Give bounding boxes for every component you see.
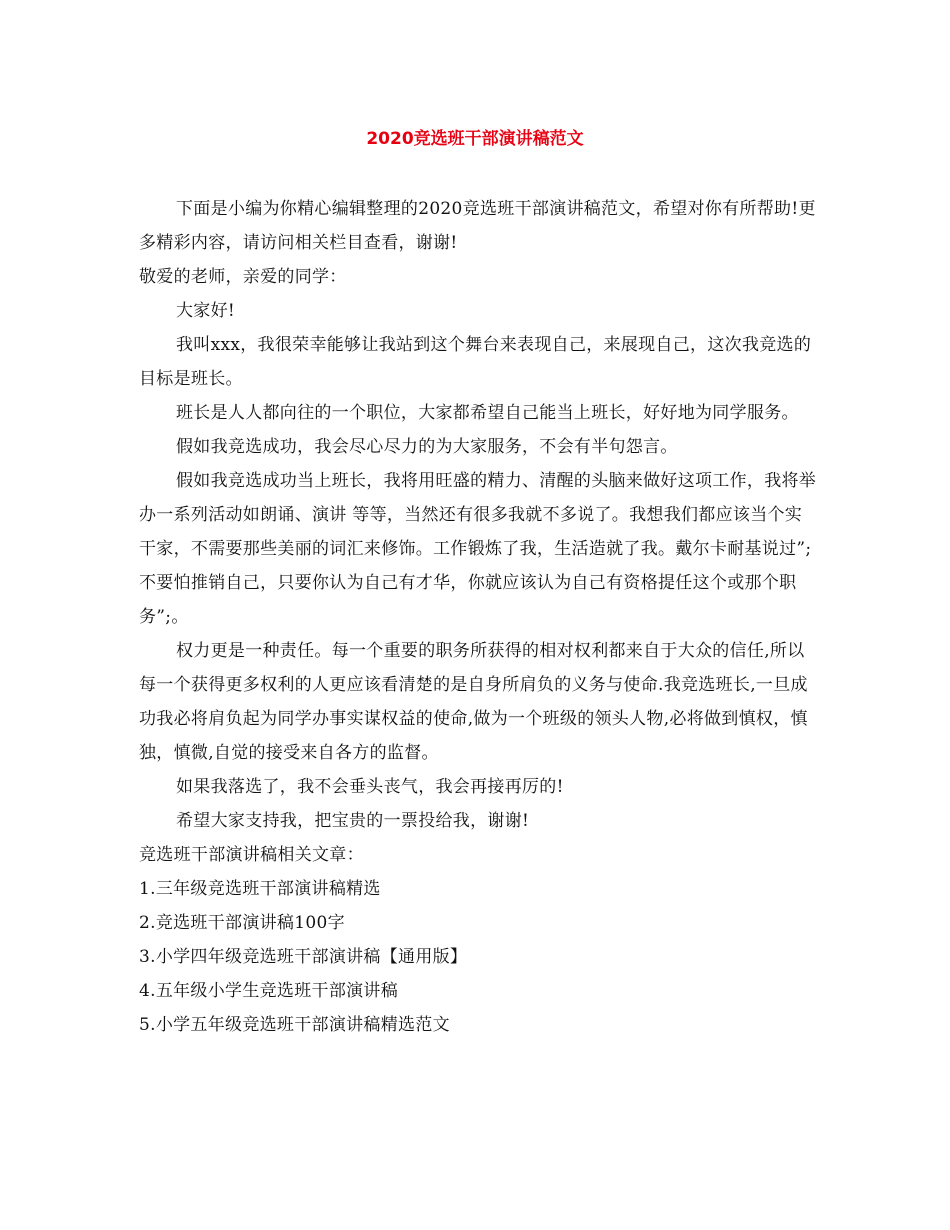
paragraph-greeting: 大家好! xyxy=(176,301,236,321)
paragraph-monitor: 班长是人人都向往的一个职位，大家都希望自己能当上班长，好好地为同学服务。 xyxy=(176,403,799,423)
document-title: 2020竞选班干部演讲稿范文 xyxy=(366,129,584,149)
paragraph-plan: 假如我竞选成功当上班长，我将用旺盛的精力、清醒的头脑来做好这项工作，我将举办一系列活动如朗诵、演讲 等等，当然还有很多我就不多说了。我想我们都应该当个实干家，不需要那些美丽的词汇来修饰。工作锻炼了我，生活造就了我。戴尔卡耐基说过”;不要怕推销自己，只要你认为自己有才华，你就应该认为自己有资格提任这个或那个职务”;。 xyxy=(139,471,817,627)
related-article-link[interactable]: 4.五年级小学生竞选班干部演讲稿 xyxy=(139,981,399,1001)
related-article-link[interactable]: 5.小学五年级竞选班干部演讲稿精选范文 xyxy=(139,1015,450,1035)
related-heading: 竞选班干部演讲稿相关文章： xyxy=(139,845,364,865)
related-article-link[interactable]: 3.小学四年级竞选班干部演讲稿【通用版】 xyxy=(139,947,468,967)
paragraph-introduction: 我叫xxx，我很荣幸能够让我站到这个舞台来表现自己，来展现自己，这次我竞选的目标是班长。 xyxy=(139,335,812,389)
paragraph-if-lose: 如果我落选了，我不会垂头丧气，我会再接再厉的! xyxy=(176,777,564,797)
paragraph-closing: 希望大家支持我，把宝贵的一票投给我，谢谢! xyxy=(176,811,530,831)
related-article-list xyxy=(139,872,817,1042)
intro-paragraph: 下面是小编为你精心编辑整理的2020竞选班干部演讲稿范文，希望对你有所帮助!更多精彩内容，请访问相关栏目查看，谢谢! xyxy=(139,199,816,253)
salutation: 敬爱的老师，亲爱的同学： xyxy=(139,267,347,287)
document-body xyxy=(139,192,817,1042)
related-article-link[interactable]: 2.竞选班干部演讲稿100字 xyxy=(139,913,345,933)
related-article-link[interactable]: 1.三年级竞选班干部演讲稿精选 xyxy=(139,879,381,899)
paragraph-responsibility: 权力更是一种责任。每一个重要的职务所获得的相对权利都来自于大众的信任,所以每一个获得更多权利的人更应该看清楚的是自身所肩负的义务与使命.我竞选班长,一旦成功我必将肩负起为同学办事实谋权益的使命,做为一个班级的领头人物,必将做到慎权，慎独，慎微,自觉的接受来自各方的监督。 xyxy=(139,641,808,763)
paragraph-promise: 假如我竞选成功，我会尽心尽力的为大家服务，不会有半句怨言。 xyxy=(176,437,678,457)
